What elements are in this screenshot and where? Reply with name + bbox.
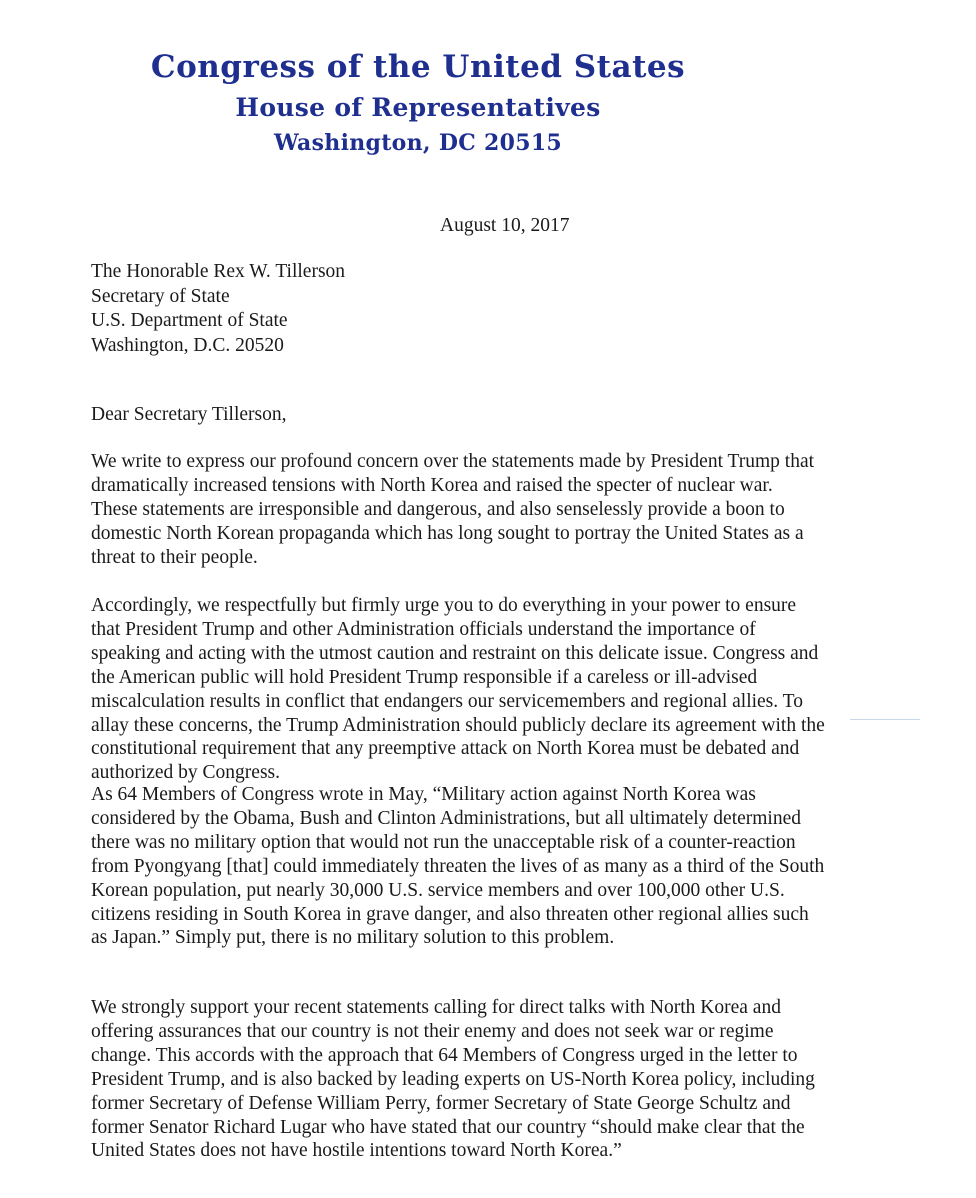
paragraph-line: former Secretary of Defense William Perry, former Secretary of State George Schultz and <box>91 1092 791 1114</box>
paragraph-line: miscalculation results in conflict that endangers our servicemembers and regional allies. To <box>91 690 803 712</box>
paragraph-line: United States does not have hostile intentions toward North Korea.” <box>91 1140 622 1162</box>
recipient-title: Secretary of State <box>91 285 230 307</box>
paragraph-line: offering assurances that our country is not their enemy and does not seek war or regime <box>91 1020 774 1042</box>
paragraph-line: Accordingly, we respectfully but firmly urge you to do everything in your power to ensure <box>91 595 797 616</box>
letterhead-congress: Congress of the United States <box>150 49 686 85</box>
paragraph-line: We write to express our profound concern over the statements made by President Trump that <box>91 451 815 472</box>
paragraph-line: Korean population, put nearly 30,000 U.S. service members and over 100,000 other U.S. <box>91 879 785 901</box>
recipient-city: Washington, D.C. 20520 <box>91 334 284 356</box>
letterhead <box>0 49 836 156</box>
paragraph-line: dramatically increased tensions with North Korea and raised the specter of nuclear war. <box>91 474 773 496</box>
paragraph-line: change. This accords with the approach that 64 Members of Congress urged in the letter to <box>91 1044 798 1066</box>
paragraph-4 <box>91 996 881 1163</box>
letter-date: August 10, 2017 <box>440 215 570 236</box>
paragraph-line: as Japan.” Simply put, there is no military solution to this problem. <box>91 927 615 949</box>
letterhead-city: Washington, DC 20515 <box>273 130 563 156</box>
paragraph-line: the American public will hold President Trump responsible if a careless or ill-advised <box>91 666 758 688</box>
recipient-address <box>91 260 345 358</box>
paragraph-line: considered by the Obama, Bush and Clinton Administrations, but all ultimately determined <box>91 807 802 829</box>
paragraph-line: there was no military option that would not run the unacceptable risk of a counter-reaction <box>91 831 796 853</box>
paragraph-line: President Trump, and is also backed by leading experts on US-North Korea policy, including <box>91 1068 815 1090</box>
paragraph-line: domestic North Korean propaganda which has long sought to portray the United States as a <box>91 522 804 544</box>
paragraph-2 <box>91 594 881 785</box>
paragraph-1 <box>91 450 881 570</box>
paragraph-line: speaking and acting with the utmost caution and restraint on this delicate issue. Congress and <box>91 642 819 664</box>
paragraph-line: from Pyongyang [that] could immediately threaten the lives of as many as a third of the South <box>91 855 825 877</box>
recipient-department: U.S. Department of State <box>91 310 288 331</box>
paragraph-3 <box>91 783 881 950</box>
paragraph-line: citizens residing in South Korea in grave danger, and also threaten other regional allies such <box>91 903 809 925</box>
salutation: Dear Secretary Tillerson, <box>91 404 287 425</box>
paragraph-line: constitutional requirement that any preemptive attack on North Korea must be debated and <box>91 738 800 760</box>
paragraph-line: that President Trump and other Administration officials understand the importance of <box>91 618 756 640</box>
margin-mark <box>850 719 920 720</box>
letterhead-house: House of Representatives <box>235 93 601 122</box>
paragraph-line: former Senator Richard Lugar who have stated that our country “should make clear that the <box>91 1116 805 1138</box>
paragraph-line: authorized by Congress. <box>91 762 281 784</box>
paragraph-line: threat to their people. <box>91 546 258 568</box>
paragraph-line: We strongly support your recent statements calling for direct talks with North Korea and <box>91 997 781 1018</box>
paragraph-line: As 64 Members of Congress wrote in May, “Military action against North Korea was <box>91 784 756 805</box>
paragraph-line: These statements are irresponsible and dangerous, and also senselessly provide a boon to <box>91 498 785 520</box>
paragraph-line: allay these concerns, the Trump Administration should publicly declare its agreement with the <box>91 714 825 736</box>
recipient-name: The Honorable Rex W. Tillerson <box>91 261 346 282</box>
